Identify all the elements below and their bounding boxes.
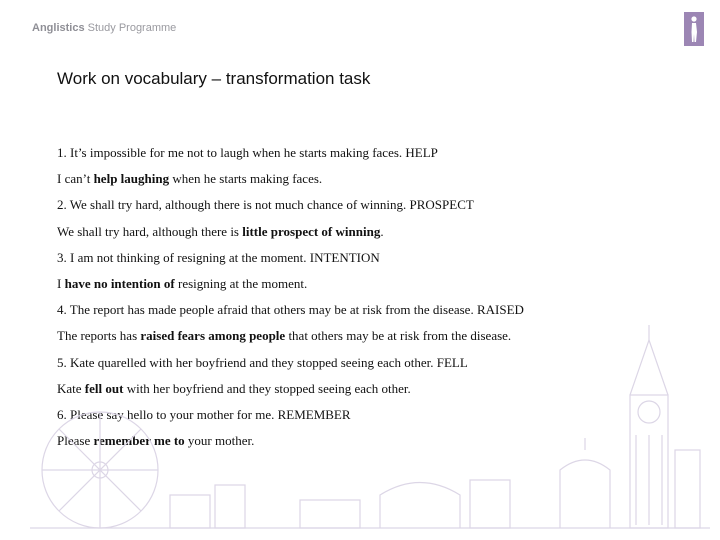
answer-phrase: remember me to [93, 433, 185, 449]
answer-phrase: little prospect of winning [242, 223, 381, 239]
answer-line: I have no intention of resigning at the moment. [57, 275, 308, 291]
person-logo-icon [684, 12, 704, 46]
page-title: Work on vocabulary – transformation task [57, 69, 371, 88]
programme-header [32, 22, 176, 34]
answer-line: Please remember me to your mother. [57, 433, 255, 449]
answer-line: Kate fell out with her boyfriend and they stopped seeing each other. [57, 380, 411, 396]
answer-line: I can’t help laughing when he starts making faces. [57, 171, 323, 187]
exercise-line: 3. I am not thinking of resigning at the moment. INTENTION [57, 249, 380, 265]
answer-phrase: help laughing [93, 171, 170, 187]
answer-phrase: raised fears among people [140, 328, 286, 344]
exercise-line: 4. The report has made people afraid that others may be at risk from the disease. RAISED [57, 302, 524, 318]
brand-name: Anglistics [32, 22, 85, 34]
exercise-line: 1. It’s impossible for me not to laugh when he starts making faces. HELP [57, 145, 438, 160]
answer-phrase: fell out [84, 380, 124, 396]
exercise-line: 5. Kate quarelled with her boyfriend and they stopped seeing each other. FELL [57, 354, 468, 370]
task-content [57, 144, 657, 458]
exercise-line: 6. Please say hello to your mother for me. REMEMBER [57, 406, 351, 422]
programme-subtitle: Study Programme [87, 22, 177, 34]
answer-line: The reports has raised fears among people that others may be at risk from the disease. [57, 328, 512, 344]
exercise-line: 2. We shall try hard, although there is not much chance of winning. PROSPECT [57, 197, 474, 213]
answer-line: We shall try hard, although there is little prospect of winning. [57, 223, 384, 239]
answer-phrase: have no intention of [64, 275, 175, 291]
